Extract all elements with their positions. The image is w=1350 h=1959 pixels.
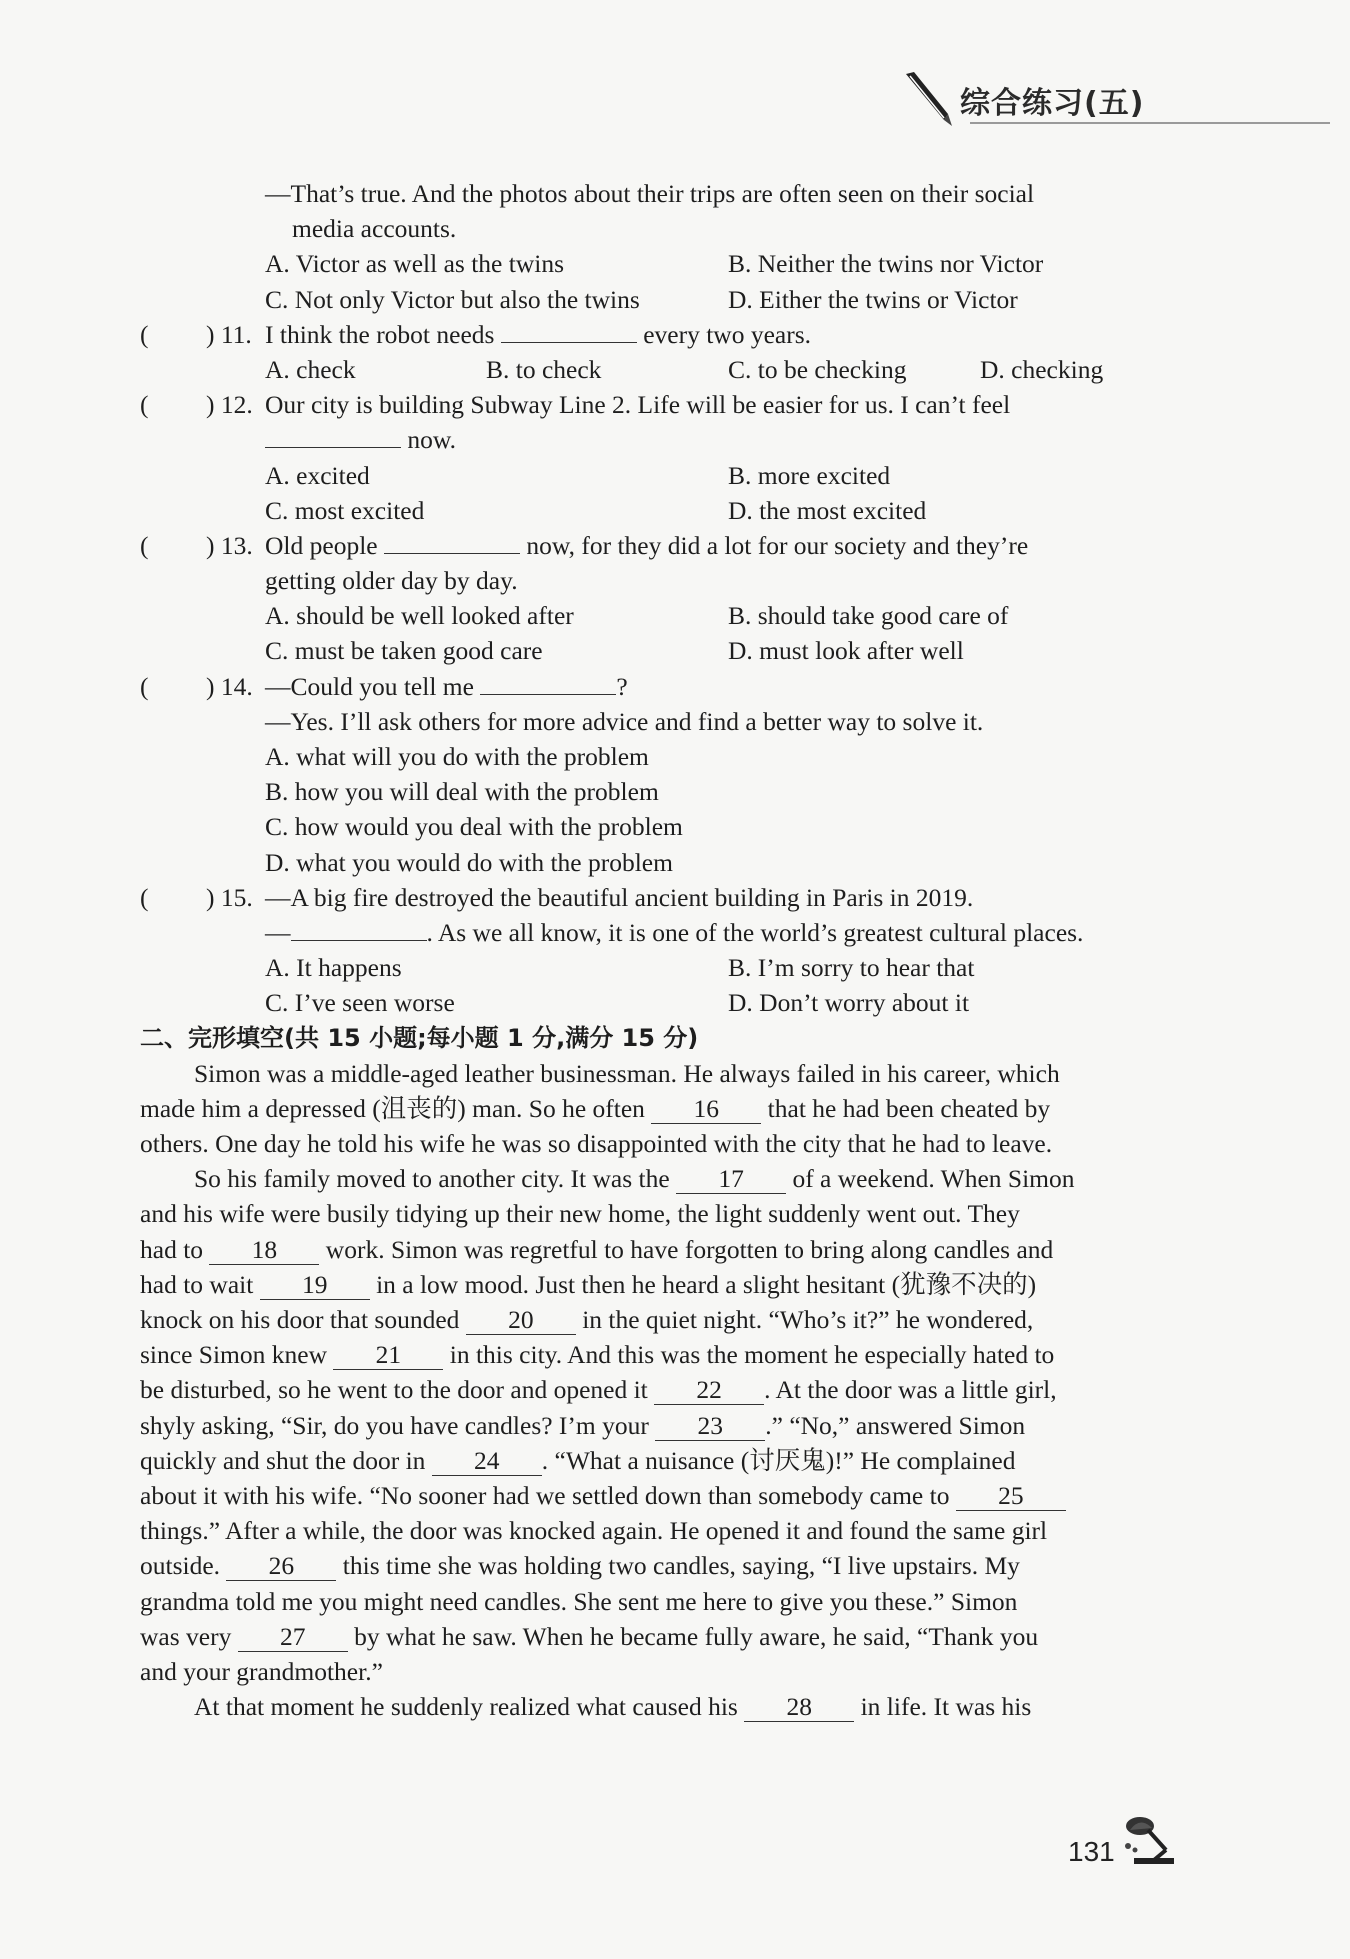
cloze-blank-23[interactable]: 23	[655, 1412, 765, 1441]
q10-answer-line: media accounts.	[292, 214, 457, 244]
question-number: ) 14.	[206, 671, 253, 701]
passage-line	[140, 1161, 1180, 1196]
passage-line: and your grandmother.”	[140, 1656, 383, 1686]
q11-option-d[interactable]: D. checking	[980, 354, 1104, 384]
passage-line	[140, 1302, 1180, 1337]
q10-option-b[interactable]: B. Neither the twins nor Victor	[728, 249, 1044, 279]
question-text: ?	[616, 671, 628, 701]
q14-option-c[interactable]: C. how would you deal with the problem	[265, 812, 683, 842]
q11-options-row	[140, 352, 1180, 387]
passage-text: .” “No,” answered Simon	[765, 1410, 1026, 1440]
passage-text: had to	[140, 1234, 204, 1264]
exercise-content	[140, 176, 1180, 1724]
question-text: Our city is building Subway Line 2. Life will be easier for us. I can’t feel	[265, 390, 1011, 420]
section-heading: 二、完形填空(共 15 小题;每小题 1 分,满分 15 分)	[140, 1023, 699, 1052]
q13-options-row	[140, 598, 1180, 633]
passage-text: . At the door was a little girl,	[764, 1375, 1057, 1405]
passage-text: shyly asking, “Sir, do you have candles? I’m your	[140, 1410, 649, 1440]
q12-option-c[interactable]: C. most excited	[265, 495, 425, 525]
passage-text: be disturbed, so he went to the door and opened it	[140, 1375, 648, 1405]
q10-option-a[interactable]: A. Victor as well as the twins	[265, 249, 564, 279]
answer-bracket: (	[140, 390, 149, 420]
pen-icon	[900, 70, 960, 130]
passage-text: in the quiet night. “Who’s it?” he wondered,	[582, 1305, 1034, 1334]
question-13	[140, 528, 1180, 563]
answer-bracket: (	[140, 319, 149, 349]
question-13-line2: getting older day by day.	[265, 566, 518, 596]
question-12	[140, 387, 1180, 422]
passage-text: about it with his wife. “No sooner had we settled down than somebody came to	[140, 1480, 950, 1510]
q13-option-d[interactable]: D. must look after well	[728, 636, 964, 666]
cloze-blank-25[interactable]: 25	[956, 1482, 1066, 1511]
q11-option-b[interactable]: B. to check	[486, 354, 602, 384]
answer-blank[interactable]	[291, 940, 427, 941]
question-12-line2	[140, 422, 1180, 457]
q13-options-row	[140, 633, 1180, 668]
passage-text: since Simon knew	[140, 1340, 327, 1370]
passage-text: At that moment he suddenly realized what caused his	[194, 1692, 738, 1722]
answer-bracket: (	[140, 671, 149, 701]
q13-option-c[interactable]: C. must be taken good care	[265, 636, 543, 666]
q15-option-b[interactable]: B. I’m sorry to hear that	[728, 953, 975, 983]
page-number: 131	[1068, 1836, 1115, 1867]
answer-blank[interactable]	[265, 447, 401, 448]
q15-options-row	[140, 950, 1180, 985]
passage-text: So his family moved to another city. It was the	[194, 1164, 670, 1194]
question-text: —	[265, 917, 291, 947]
question-number: ) 12.	[206, 390, 253, 420]
question-11	[140, 317, 1180, 352]
cloze-blank-20[interactable]: 20	[466, 1306, 576, 1335]
passage-text: outside.	[140, 1551, 221, 1581]
question-number: ) 15.	[206, 882, 253, 912]
passage-line	[140, 1408, 1180, 1443]
passage-text: in this city. And this was the moment he especially hated to	[449, 1340, 1055, 1370]
cloze-blank-26[interactable]: 26	[226, 1552, 336, 1581]
passage-text: . “What a nuisance (讨厌鬼)!” He complained	[541, 1445, 1016, 1475]
passage-text: of a weekend. When Simon	[792, 1164, 1075, 1194]
cloze-blank-19[interactable]: 19	[260, 1271, 370, 1300]
cloze-blank-18[interactable]: 18	[209, 1236, 319, 1265]
q13-option-a[interactable]: A. should be well looked after	[265, 601, 574, 631]
question-number: ) 13.	[206, 530, 253, 560]
passage-line: Simon was a middle-aged leather businessman. He always failed in his career, which	[194, 1058, 1060, 1088]
passage-line: things.” After a while, the door was knocked again. He opened it and found the same girl	[140, 1516, 1048, 1546]
passage-line: grandma told me you might need candles. She sent me here to give you these.” Simon	[140, 1586, 1018, 1616]
passage-text: was very	[140, 1621, 232, 1651]
cloze-blank-24[interactable]: 24	[432, 1447, 542, 1476]
q14-option-d[interactable]: D. what you would do with the problem	[265, 847, 673, 877]
passage-line	[140, 1337, 1180, 1372]
passage-text: by what he saw. When he became fully aware, he said, “Thank you	[354, 1621, 1039, 1651]
answer-bracket: (	[140, 882, 149, 912]
q14-option-a[interactable]: A. what will you do with the problem	[265, 742, 649, 771]
passage-line: others. One day he told his wife he was so disappointed with the city that he had to leave.	[140, 1129, 1053, 1159]
q10-option-c[interactable]: C. Not only Victor but also the twins	[265, 284, 640, 314]
q15-option-d[interactable]: D. Don’t worry about it	[728, 988, 970, 1018]
question-text: now.	[407, 425, 457, 455]
passage-line	[140, 1267, 1180, 1302]
header-rule	[970, 122, 1330, 124]
passage-text: that he had been cheated by	[767, 1093, 1051, 1123]
q10-options-row	[140, 246, 1180, 281]
passage-line	[140, 1232, 1180, 1267]
passage-text: in a low mood. Just then he heard a slight hesitant (犹豫不决的)	[376, 1269, 1037, 1299]
passage-line: and his wife were busily tidying up their new home, the light suddenly went out. They	[140, 1199, 1020, 1229]
lamp-icon	[1118, 1810, 1180, 1866]
q12-options-row	[140, 458, 1180, 493]
passage-line	[140, 1372, 1180, 1407]
q12-option-b[interactable]: B. more excited	[728, 460, 891, 490]
question-text: now, for they did a lot for our society and they’re	[526, 530, 1029, 560]
cloze-blank-17[interactable]: 17	[676, 1165, 786, 1194]
answer-blank[interactable]	[384, 553, 520, 554]
q11-option-a[interactable]: A. check	[265, 354, 356, 384]
q10-options-row	[140, 282, 1180, 317]
passage-text: knock on his door that sounded	[140, 1305, 460, 1334]
passage-text: had to wait	[140, 1269, 254, 1299]
cloze-blank-16[interactable]: 16	[651, 1095, 761, 1124]
question-text: —A big fire destroyed the beautiful ancient building in Paris in 2019.	[265, 882, 974, 912]
question-text: . As we all know, it is one of the world’s greatest cultural places.	[426, 917, 1084, 947]
question-text: I think the robot needs	[265, 319, 495, 349]
question-15-line2	[140, 915, 1180, 950]
passage-text: work. Simon was regretful to have forgotten to bring along candles and	[325, 1234, 1054, 1264]
q10-answer-line: —That’s true. And the photos about their trips are often seen on their social	[265, 179, 1035, 208]
passage-line	[140, 1443, 1180, 1478]
q13-option-b[interactable]: B. should take good care of	[728, 601, 1009, 631]
cloze-blank-28[interactable]: 28	[744, 1693, 854, 1722]
answer-blank[interactable]	[501, 342, 637, 343]
question-14	[140, 669, 1180, 704]
section-title: 综合练习(五)	[960, 86, 1145, 121]
question-number: ) 11.	[206, 319, 252, 349]
passage-text: quickly and shut the door in	[140, 1445, 426, 1475]
question-text: —Could you tell me	[265, 671, 474, 701]
question-text: every two years.	[643, 319, 812, 349]
answer-blank[interactable]	[480, 694, 616, 695]
q15-option-a[interactable]: A. It happens	[265, 953, 402, 983]
q15-options-row	[140, 985, 1180, 1020]
page-header	[900, 70, 1330, 130]
question-15	[140, 880, 1180, 915]
question-text: Old people	[265, 530, 378, 560]
q12-option-d[interactable]: D. the most excited	[728, 495, 927, 525]
passage-line	[140, 1478, 1180, 1513]
passage-line	[140, 1619, 1180, 1654]
q10-option-d[interactable]: D. Either the twins or Victor	[728, 284, 1018, 314]
q15-option-c[interactable]: C. I’ve seen worse	[265, 988, 455, 1018]
passage-text: in life. It was his	[860, 1692, 1032, 1722]
passage-text: this time she was holding two candles, saying, “I live upstairs. My	[342, 1551, 1020, 1581]
cloze-blank-27[interactable]: 27	[238, 1623, 348, 1652]
passage-line	[140, 1689, 1180, 1724]
passage-line	[140, 1091, 1180, 1126]
q11-option-c[interactable]: C. to be checking	[728, 354, 907, 384]
passage-text: made him a depressed (沮丧的) man. So he often	[140, 1093, 645, 1123]
q12-options-row	[140, 493, 1180, 528]
q14-option-b[interactable]: B. how you will deal with the problem	[265, 777, 659, 807]
question-14-line2: —Yes. I’ll ask others for more advice and find a better way to solve it.	[265, 706, 984, 736]
cloze-blank-21[interactable]: 21	[333, 1341, 443, 1370]
answer-bracket: (	[140, 530, 149, 560]
cloze-blank-22[interactable]: 22	[654, 1376, 764, 1405]
q12-option-a[interactable]: A. excited	[265, 460, 370, 490]
passage-line	[140, 1548, 1180, 1583]
